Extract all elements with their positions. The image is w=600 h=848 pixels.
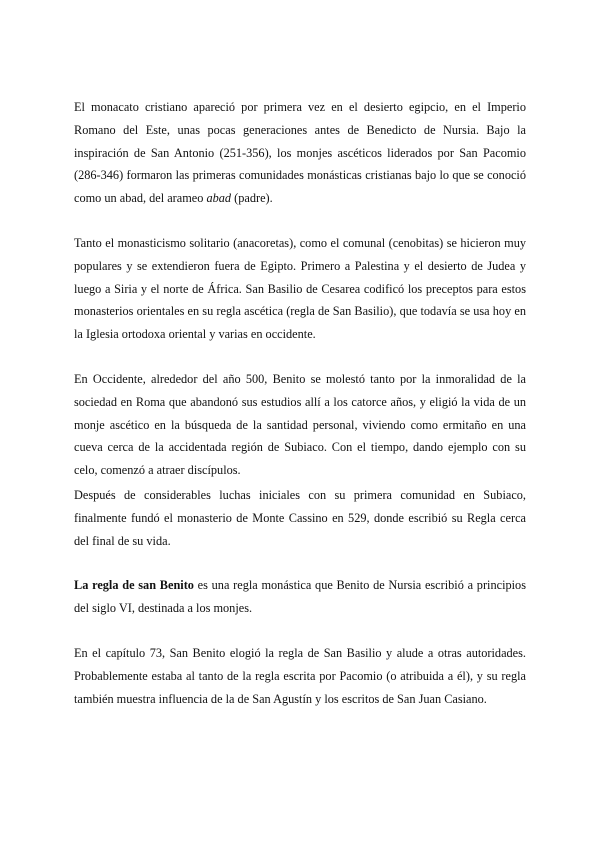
- paragraph-regla-definition: [74, 574, 526, 620]
- paragraph-text: El monacato cristiano apareció por primera vez en el desierto egipcio, en el Imperio Romano del Este, unas pocas generaciones antes de Benedicto de Nursia. Bajo la inspiración de San Antonio (251-356), los monjes ascéticos liderados por San Pacomio (286-346) formaron las primeras comunidades monásticas cristianas bajo lo que se conoció como un abad, del arameo: [74, 100, 526, 206]
- italic-term-abad: abad: [206, 191, 232, 206]
- paragraph-chapter-73: En el capítulo 73, San Benito elogió la regla de San Basilio y alude a otras autoridades. Probablemente estaba al tanto de la regla escrita por Pacomio (o atribuida a él), y su regla también muestra influencia de la de San Agustín y los escritos de San Juan Casiano.: [74, 645, 526, 706]
- paragraph-monacato-origins: [74, 96, 526, 210]
- paragraph-benito-west: En Occidente, alrededor del año 500, Benito se molestó tanto por la inmoralidad de la sociedad en Roma que abandonó sus estudios allí a los catorce años, y eligió la vida de un monje ascético en la búsqueda de la santidad personal, viviendo como ermitaño en una cueva cerca de la accidentada región de Subiaco. Con el tiempo, dando ejemplo con su celo, comenzó a atraer discípulos.: [74, 371, 526, 478]
- paragraph-text: es una regla monástica que Benito de Nursia escribió a principios del siglo VI, destinada a los monjes.: [74, 578, 526, 616]
- paragraph-spacer: [74, 346, 526, 368]
- paragraph-monasticism-spread: Tanto el monasticismo solitario (anacoretas), como el comunal (cenobitas) se hicieron muy populares y se extendieron fuera de Egipto. Primero a Palestina y el desierto de Judea y luego a Siria y el norte de África. San Basilio de Cesarea codificó los preceptos para estos monasterios orientales en su regla ascética (regla de San Basilio), que todavía se usa hoy en la Iglesia ortodoxa oriental y varias en occidente.: [74, 235, 526, 342]
- paragraph-spacer: [74, 552, 526, 574]
- paragraph-spacer: [74, 210, 526, 232]
- paragraph-monte-cassino: Después de considerables luchas iniciales con su primera comunidad en Subiaco, finalmente fundó el monasterio de Monte Cassino en 529, donde escribió su Regla cerca del final de su vida.: [74, 487, 526, 548]
- paragraph-spacer: [74, 620, 526, 642]
- document-page: [74, 96, 526, 710]
- bold-term-regla: La regla de san Benito: [74, 578, 194, 593]
- paragraph-text-end: (padre).: [231, 191, 273, 206]
